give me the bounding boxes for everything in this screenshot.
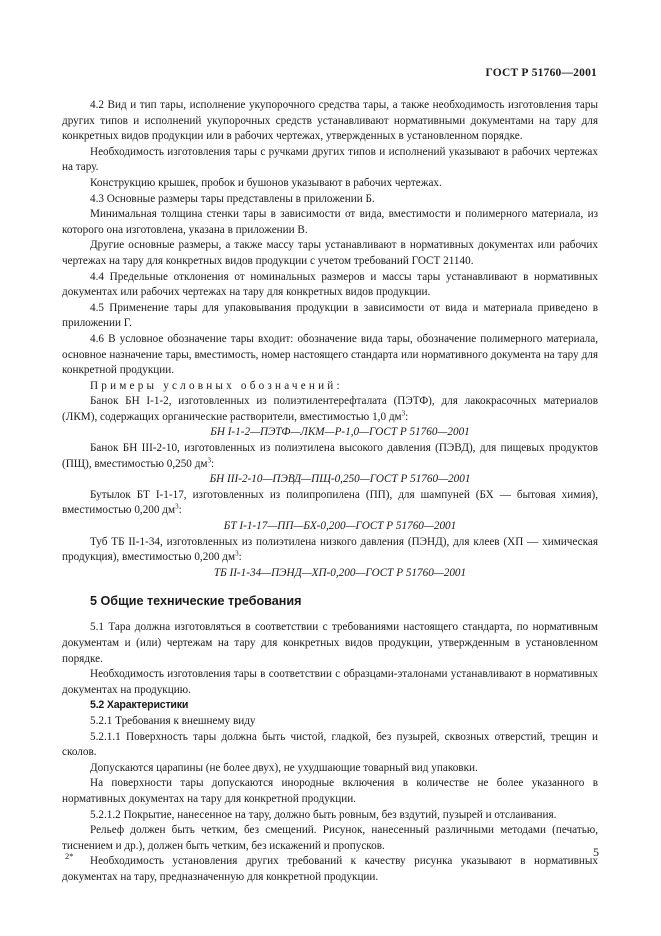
paragraph-5-2-1: 5.2.1 Требования к внешнему виду: [90, 714, 256, 727]
doc-code-header: ГОСТ Р 51760—2001: [485, 67, 597, 79]
example-text: Банок БН III-2-10, изготовленных из полиэтилена высокого давления (ПЭВД), для пищевых продуктов (ПЩ), вместимостью 0,250 $дм^3$:: [62, 442, 598, 470]
paragraph-scratches: Допускаются царапины (не более двух), не ухудшающие товарный вид упаковки.: [90, 761, 478, 774]
paragraph-other-sizes: Другие основные размеры, а также массу тары устанавливают в нормативных документах или рабочих чертежах на тару для конкретных видов продукции с учетом требований ГОСТ 21140.: [62, 239, 598, 267]
example-formula: БН III-2-10—ПЭВД—ПЩ-0,250—ГОСТ Р 51760—2001: [209, 473, 471, 486]
example-formula: БН I-1-2—ПЭТФ—ЛКМ—Р-1,0—ГОСТ Р 51760—2001: [210, 426, 470, 439]
example-text: Банок БН I-1-2, изготовленных из полиэтилентерефталата (ПЭТФ), для лакокрасочных материалов (ЛКМ), содержащих органические растворители, вместимостью 1,0 $дм^3$:: [62, 395, 598, 423]
paragraph-relief: Рельеф должен быть четким, без смещений. Рисунок, нанесенный различными методами (печатью, тиснением и др.), должен быть четким, без искажений и пропусков.: [62, 824, 598, 852]
paragraph-4-5: 4.5 Применение тары для упаковывания продукции в зависимости от вида и материала приведено в приложении Г.: [62, 301, 598, 330]
subhead-5-2: 5.2 Характеристики: [90, 699, 189, 712]
paragraph-other-requirements: Необходимость установления других требований к качеству рисунка указывают в нормативных документах на тару, предназначенную для конкретной продукции.: [62, 855, 598, 883]
example-text: Бутылок БТ I-1-17, изготовленных из полипропилена (ПП), для шампуней (БХ — бытовая химия), вместимостью 0,200 $дм^3$:: [62, 488, 598, 517]
paragraph-4-6: 4.6 В условное обозначение тары входит: обозначение вида тары, обозначение полимерного материала, основное назначение тары, вместимость, номер настоящего стандарта или нормативного документа на тару для конкретной продукции.: [62, 332, 598, 377]
example-formula: БТ I-1-17—ПП—БХ-0,200—ГОСТ Р 51760—2001: [223, 520, 457, 533]
page-number: 5: [593, 845, 599, 859]
signature-mark: 2*: [65, 851, 74, 861]
paragraph-4-3: 4.3 Основные размеры тары представлены в приложении Б.: [90, 192, 375, 205]
paragraph-reference-samples: Необходимость изготовления тары в соответствии с образцами-эталонами устанавливают в нормативных документах на продукцию.: [62, 668, 598, 696]
example-text: Туб ТБ II-1-34, изготовленных из полиэтилена низкого давления (ПЭНД), для клеев (ХП — химическая продукция), вместимостью 0,200 $дм^3$:: [62, 535, 598, 564]
section-5-title: 5 Общие технические требования: [90, 594, 302, 609]
body-text: [62, 98, 598, 886]
paragraph-handles: Необходимость изготовления тары с ручками других типов и исполнений указывают в рабочих чертежах на тару.: [62, 145, 598, 174]
paragraph-5-2-1-2: 5.2.1.2 Покрытие, нанесенное на тару, должно быть ровным, без вздутий, пузырей и отслаивания.: [90, 808, 557, 821]
paragraph-4-2: 4.2 Вид и тип тары, исполнение укупорочного средства тары, а также необходимость изготовления тары других типов и исполнений укупорочных средств устанавливают нормативными документами на тару для конкретных видов продукции или в рабочих чертежах, утвержденных в установленном порядке.: [62, 99, 598, 143]
paragraph-lids: Конструкцию крышек, пробок и бушонов указывают в рабочих чертежах.: [90, 176, 442, 189]
paragraph-4-4: 4.4 Предельные отклонения от номинальных размеров и массы тары устанавливают в нормативных документах или рабочих чертежах на тару для конкретных видов продукции.: [62, 270, 598, 299]
examples-heading: Примеры условных обозначений:: [90, 379, 343, 392]
paragraph-min-thickness: Минимальная толщина стенки тары в зависимости от вида, вместимости и полимерного материала, из которого она изготовлена, указана в приложении В.: [62, 208, 598, 236]
paragraph-inclusions: На поверхности тары допускаются инородные включения в количестве не более указанного в нормативных документах на тару для конкретной продукции.: [62, 777, 598, 805]
example-formula: ТБ II-1-34—ПЭНД—ХП-0,200—ГОСТ Р 51760—2001: [213, 566, 467, 579]
paragraph-5-1: 5.1 Тара должна изготовляться в соответствии с требованиями настоящего стандарта, по нормативным документам и (или) чертежам на тару для конкретных видов продукции, утвержденным в установленном порядке.: [62, 621, 598, 665]
paragraph-5-2-1-1: 5.2.1.1 Поверхность тары должна быть чистой, гладкой, без пузырей, сквозных отверстий, трещин и сколов.: [62, 730, 598, 759]
